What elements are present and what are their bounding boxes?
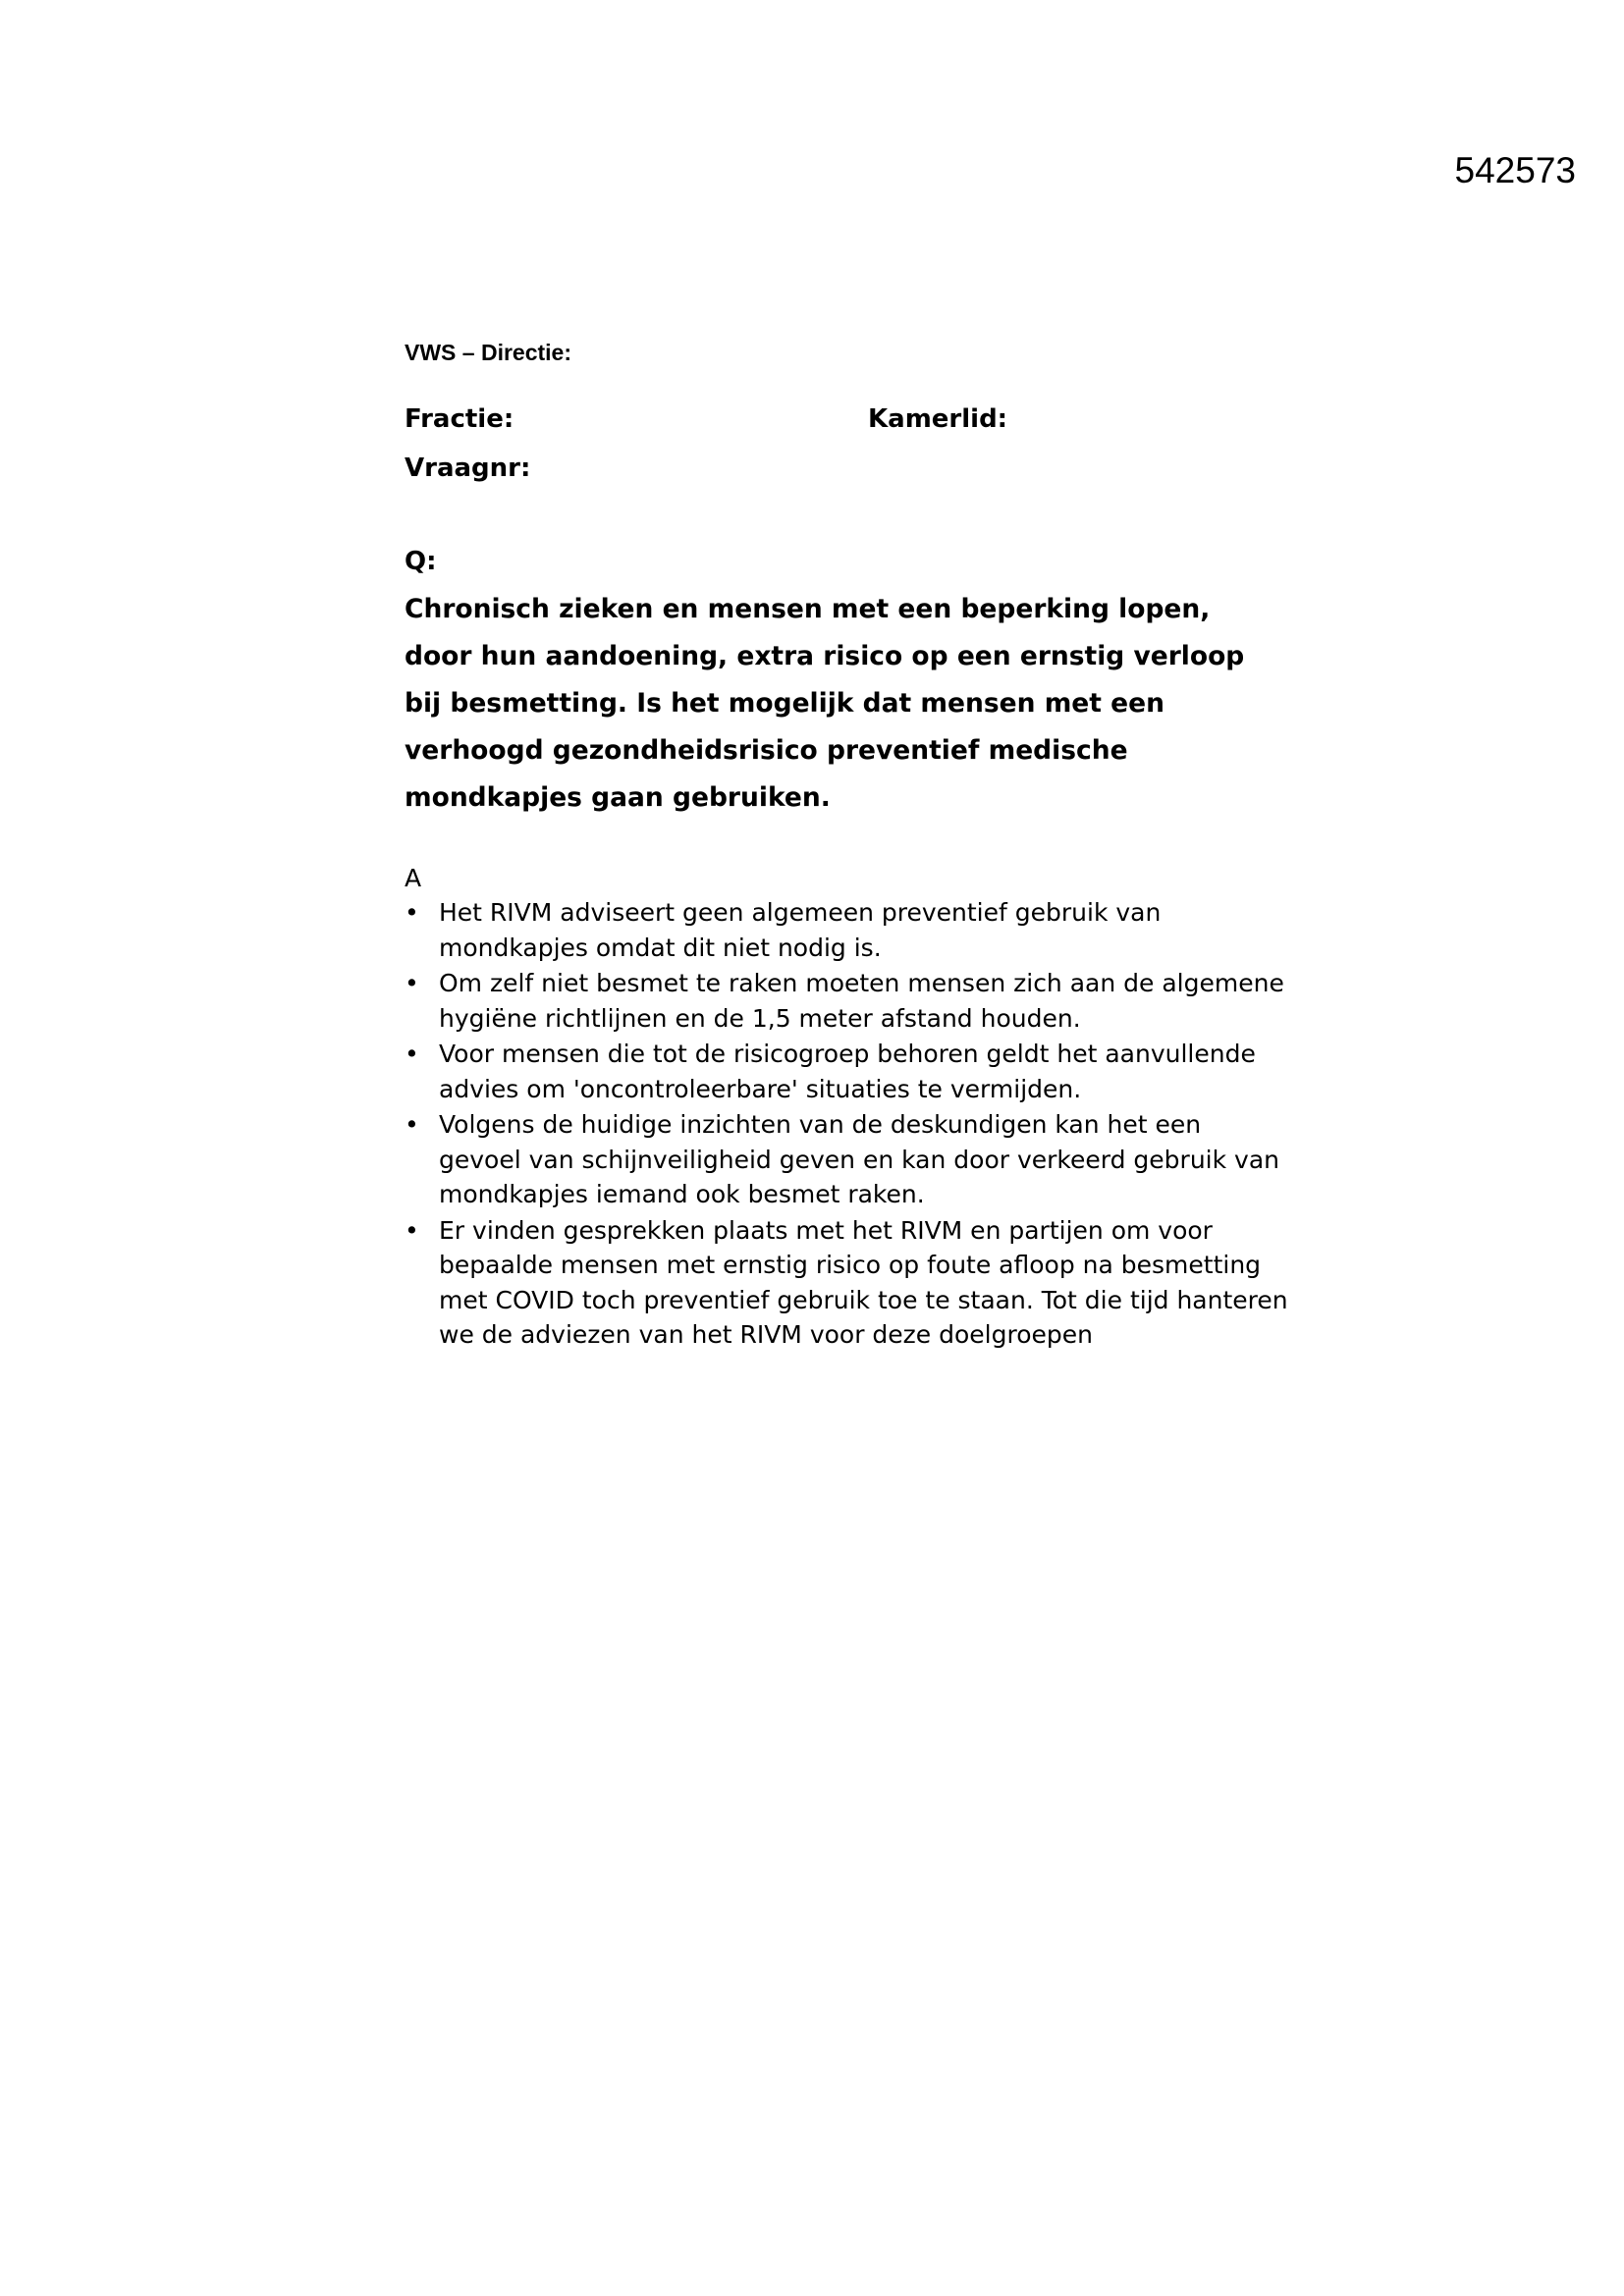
answer-item-text: Er vinden gesprekken plaats met het RIVM en partijen om voor bepaalde mensen met ernstig risico op foute afloop na besmetting met COVID toch preventief gebruik toe te staan. Tot die tijd hanteren we de adviezen van het RIVM voor deze doelgroepen [439,1215,1288,1349]
bullet-icon: • [405,969,419,997]
directie-label: VWS – Directie: [405,340,571,365]
answer-item [405,895,1288,965]
bullet-icon: • [405,1110,419,1139]
question-text: Chronisch zieken en mensen met een beperking lopen, door hun aandoening, extra risico op een ernstig verloop bij besmetting. Is het mogelijk dat mensen met een verhoogd gezondheidsrisico preventief medische mondkapjes gaan gebruiken. [405,594,1245,813]
bullet-icon: • [405,1215,419,1245]
vraagnr-label: Vraagnr: [405,454,531,483]
bullet-icon: • [405,1040,419,1068]
answer-item-text: Om zelf niet besmet te raken moeten mensen zich aan de algemene hygiëne richtlijnen en de 1,5 meter afstand houden. [439,969,1284,1033]
answer-item [405,1213,1288,1353]
answer-item [405,966,1288,1036]
answer-label: A [405,864,422,892]
answer-item-text: Volgens de huidige inzichten van de deskundigen kan het een gevoel van schijnveiligheid geven en kan door verkeerd gebruik van mondkapjes iemand ook besmet raken. [439,1110,1279,1208]
document-number: 542573 [1454,150,1576,190]
bullet-icon: • [405,898,419,927]
fractie-label: Fractie: [405,404,514,434]
answer-list [405,895,1288,1354]
kamerlid-label: Kamerlid: [868,404,1008,434]
answer-item [405,1037,1288,1106]
answer-item-text: Het RIVM adviseert geen algemeen preventief gebruik van mondkapjes omdat dit niet nodig is. [439,898,1162,962]
answer-item [405,1107,1288,1212]
answer-item-text: Voor mensen die tot de risicogroep behoren geldt het aanvullende advies om 'oncontroleerbare' situaties te vermijden. [439,1040,1256,1103]
question-label: Q: [405,547,437,576]
